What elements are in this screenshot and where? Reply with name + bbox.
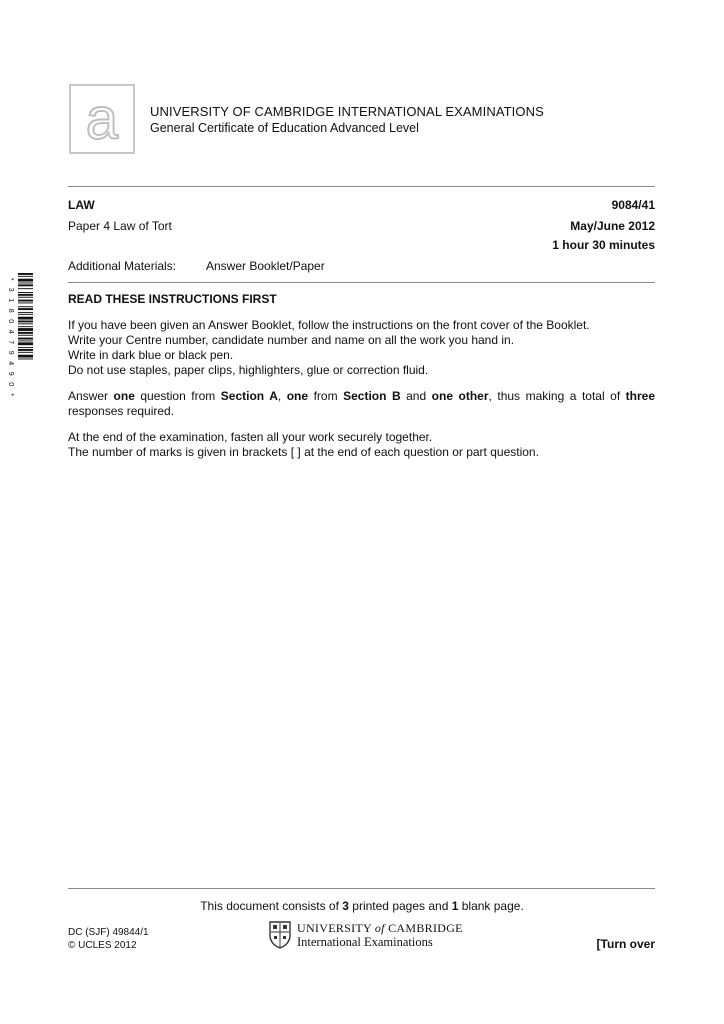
subject-label: LAW [68,198,95,212]
barcode-bar [18,326,33,327]
barcode-bar [18,317,33,320]
barcode-bar [18,332,33,334]
barcode-digit: 4 [7,361,15,366]
barcode-digit: 9 [7,371,15,376]
paper-title: Paper 4 Law of Tort [68,219,172,233]
cambridge-crest [269,921,291,949]
instruction-line: Write in dark blue or black pen. [68,348,234,362]
cambridge-wordmark: UNIVERSITY of CAMBRIDGE [297,921,463,935]
barcode-bar [18,355,33,358]
instruction-line: Write your Centre number, candidate number and name on all the work you hand in. [68,333,515,347]
syllabus-code: 9084/41 [611,198,655,212]
footer-divider [68,888,655,889]
closing-instructions [68,430,658,460]
instruction-line: At the end of the examination, fasten all your work securely together. [68,430,433,444]
barcode-digit: 8 [7,308,15,313]
page-count-note: This document consists of 3 printed pages and 1 blank page. [200,899,524,913]
answer-rule-paragraph: Answer one question from Section A, one from Section B and one other, thus making a total of three responses required. [68,389,656,418]
barcode-bar [18,342,33,345]
barcode-bar [18,359,33,360]
barcode-bar [18,352,33,353]
candidate-barcode [6,272,34,400]
qualification-title: General Certificate of Education Advanced Level [150,121,419,135]
cie-logo [69,84,135,154]
instructions-heading: READ THESE INSTRUCTIONS FIRST [68,292,277,306]
barcode-digit: 0 [7,319,15,324]
barcode-bar [18,300,33,302]
barcode-bar [18,292,33,293]
barcode-digit: 0 [7,382,15,387]
copyright-notice: © UCLES 2012 [68,940,137,951]
letter-a-logo-icon [71,86,133,152]
turn-over-label: [Turn over [596,937,655,951]
barcode-bar [18,340,33,341]
exam-duration: 1 hour 30 minutes [552,238,655,252]
barcode-bar [18,276,33,277]
materials-divider [68,282,655,283]
barcode-digit: * [7,393,15,397]
barcode-bar [18,284,33,286]
exam-session: May/June 2012 [570,219,655,233]
barcode-bar [18,288,33,289]
barcode-bar [18,279,33,282]
barcode-bar [18,312,33,313]
barcode-digit: 3 [7,287,15,292]
instruction-line: The number of marks is given in brackets [ ] at the end of each question or part question. [68,445,539,459]
organisation-name: UNIVERSITY OF CAMBRIDGE INTERNATIONAL EXAMINATIONS [150,104,544,119]
barcode-bar [18,273,33,275]
barcode-bar [18,306,33,307]
document-reference: DC (SJF) 49844/1 [68,927,149,938]
instruction-line: If you have been given an Answer Booklet, follow the instructions on the front cover of the Booklet. [68,318,590,332]
barcode-bar [18,335,33,336]
barcode-bar [18,297,33,298]
barcode-bar [18,283,33,284]
header-divider [68,186,655,187]
barcode-bar [18,321,33,323]
crest-icon [269,921,291,949]
materials-value: Answer Booklet/Paper [206,259,325,273]
international-examinations-wordmark: International Examinations [297,935,433,949]
barcode-digit: 4 [7,329,15,334]
barcode-bar [18,302,33,303]
barcode-bar [18,294,33,296]
barcode-digit: 1 [7,298,15,303]
barcode-bar [18,347,33,348]
barcode-digit: 9 [7,350,15,355]
barcode-digit: * [7,277,15,281]
barcode-bar [18,323,33,324]
barcode-digit: 7 [7,340,15,345]
barcode-bar [18,349,33,351]
instructions-block [68,318,658,378]
barcode-bar [18,314,33,315]
svg-text:a: a [85,86,119,152]
barcode-bar [18,338,33,340]
barcode-bar [18,328,33,331]
barcode-icon [6,272,34,400]
barcode-bar [18,308,33,310]
materials-label: Additional Materials: [68,259,177,273]
instruction-line: Do not use staples, paper clips, highlighters, glue or correction fluid. [68,363,429,377]
